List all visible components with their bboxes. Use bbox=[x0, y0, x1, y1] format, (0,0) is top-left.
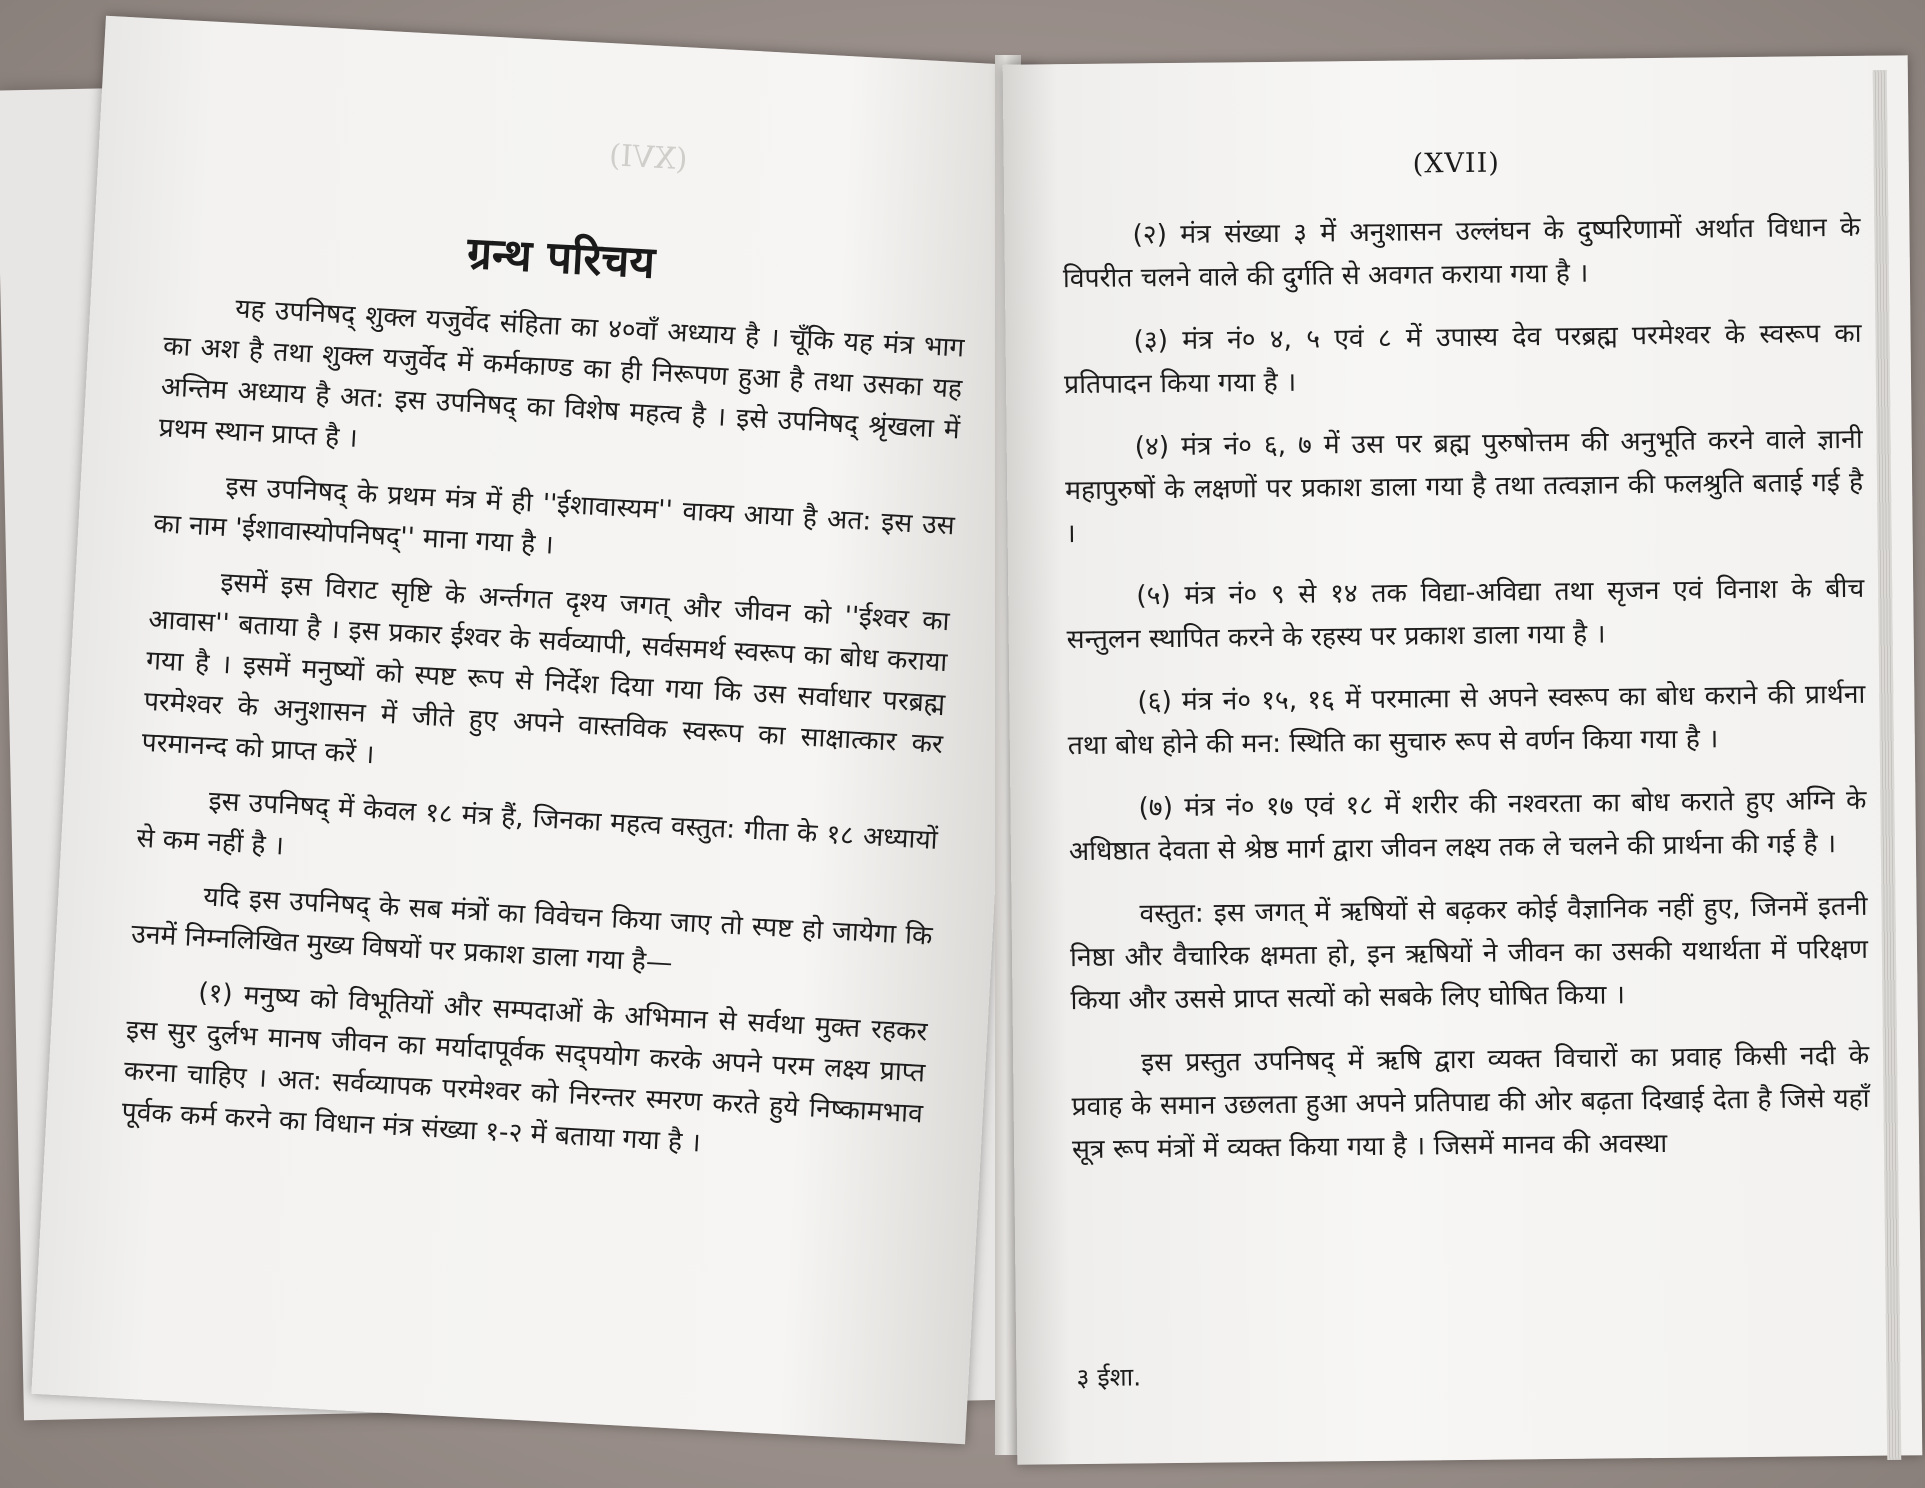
paragraph: यदि इस उपनिषद् के सब मंत्रों का विवेचन किया जाए तो स्पष्ट हो जायेगा कि उनमें निम्नलिखित मुख्य विषयों पर प्रकाश डाला गया है— bbox=[130, 881, 934, 979]
paragraph: इस उपनिषद् के प्रथम मंत्र में ही ''ईशावास्यम'' वाक्य आया है अत: इस उस का नाम 'ईशावास्योपनिषद्'' माना गया है । bbox=[152, 470, 956, 561]
page-number: (XVII) bbox=[1412, 147, 1500, 180]
paragraph: इसमें इस विराट सृष्टि के अर्न्तगत दृश्य जगत् और जीवन को ''ईश्वर का आवास'' बताया है । इस प्रकार ईश्वर के सर्वव्यापी, सर्वसमर्थ स्वरूप का बोध कराया गया है । इसमें मनुष्यों को स्पष्ट रूप से निर्देश दिया गया कि उस सर्वाधार परब्रह्म परमेश्वर के अनुशासन में जीते हुए अपने वास्तविक स्वरूप का साक्षात्कार कर परमानन्द को प्राप्त करें । bbox=[140, 566, 951, 771]
list-item: (३) मंत्र नं० ४, ५ एवं ८ में उपास्य देव परब्रह्म परमेश्वर के स्वरूप का प्रतिपादन किया गया है । bbox=[1063, 317, 1862, 401]
right-page bbox=[1003, 55, 1923, 1464]
signature-mark: ३ ईशा. bbox=[1076, 1362, 1142, 1393]
paragraph: इस उपनिषद् में केवल १८ मंत्र हैं, जिनका महत्व वस्तुत: गीता के १८ अध्यायों से कम नहीं है । bbox=[135, 785, 939, 862]
paragraph: इस प्रस्तुत उपनिषद् में ऋषि द्वारा व्यक्त विचारों का प्रवाह किसी नदी के प्रवाह के समान उछलता हुआ अपने प्रतिपाद्य की ओर बढ़ता दिखाई देता है जिसे यहाँ सूत्र रूप मंत्रों में व्यक्त किया गया है । जिसमें मानव की अवस्था bbox=[1071, 1039, 1870, 1166]
list-item: (६) मंत्र नं० १५, १६ में परमात्मा से अपने स्वरूप का बोध कराने की प्रार्थना तथा बोध होने की मन: स्थिति का सुचारु रूप से वर्णन किया गया है । bbox=[1067, 678, 1866, 762]
list-item: (५) मंत्र नं० ९ से १४ तक विद्या-अविद्या तथा सृजन एवं विनाश के बीच सन्तुलन स्थापित करने के रहस्य पर प्रकाश डाला गया है । bbox=[1066, 572, 1865, 656]
list-item: (७) मंत्र नं० १७ एवं १८ में शरीर की नश्वरता का बोध कराते हुए अग्नि के अधिष्ठात देवता से श्रेष्ठ मार्ग द्वारा जीवन लक्ष्य तक ले चलने की प्रार्थना की गई है । bbox=[1068, 784, 1867, 868]
page-heading: ग्रन्थ परिचय bbox=[465, 227, 657, 289]
paragraph: यह उपनिषद् शुक्ल यजुर्वेद संहिता का ४०वाँ अध्याय है । चूँकि यह मंत्र भाग का अश है तथा शुक्ल यजुर्वेद में कर्मकाण्ड का ही निरूपण हुआ है तथा उसका यह अन्तिम अध्याय है अत: इस उपनिषद् का विशेष महत्व है । इसे उपनिषद् श्रृंखला में प्रथम स्थान प्राप्त है । bbox=[157, 293, 966, 454]
left-page bbox=[31, 16, 1039, 1445]
right-page-body bbox=[1062, 206, 1870, 1191]
paragraph: वस्तुत: इस जगत् में ऋषियों से बढ़कर कोई वैज्ञानिक नहीं हुए, जिनमें इतनी निष्ठा और वैचारिक क्षमता हो, इन ऋषियों ने जीवन का उसकी यथार्थता में परिक्षण किया और उससे प्राप्त सत्यों को सबके लिए घोषित किया । bbox=[1069, 890, 1869, 1017]
bleed-through-header: (XVI) bbox=[608, 138, 689, 178]
left-page-body bbox=[120, 284, 965, 1189]
list-item: (२) मंत्र संख्या ३ में अनुशासन उल्लंघन के दुष्परिणामों अर्थात विधान के विपरीत चलने वाले की दुर्गति से अवगत कराया गया है । bbox=[1062, 211, 1861, 295]
list-item: (४) मंत्र नं० ६, ७ में उस पर ब्रह्म पुरुषोत्तम की अनुभूति करने वाले ज्ञानी महापुरुषों के लक्षणों पर प्रकाश डाला गया है तथा तत्वज्ञान की फलश्रुति बताई गई है । bbox=[1064, 423, 1864, 550]
list-item: (१) मनुष्य को विभूतियों और सम्पदाओं के अभिमान से सर्वथा मुक्त रहकर इस सुर दुर्लभ मानष जीवन का मर्यादापूर्वक सद्पयोग करके अपने परम लक्ष्य प्राप्त करना चाहिए । अत: सर्वव्यापक परमेश्वर को निरन्तर स्मरण करते हुये निष्कामभाव पूर्वक कर्म करने का विधान मंत्र संख्या १-२ में बताया गया है । bbox=[120, 977, 929, 1159]
